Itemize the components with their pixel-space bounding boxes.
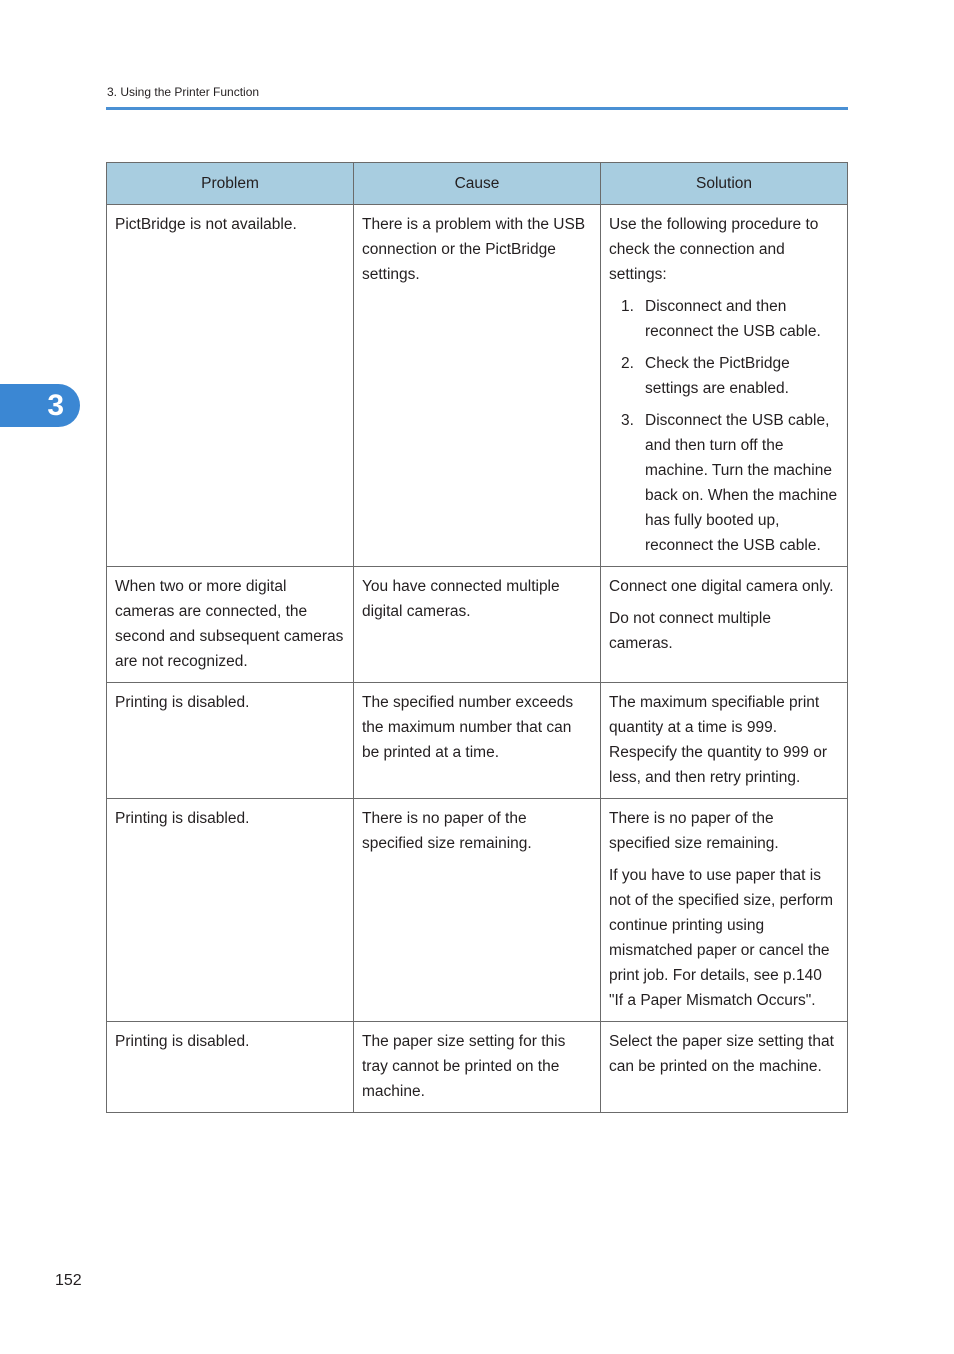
- solution-step: [609, 408, 839, 558]
- chapter-tab: 3: [0, 384, 80, 427]
- solution-text: Connect one digital camera only.: [609, 578, 834, 595]
- table-row: [107, 683, 848, 799]
- step-number: 1.: [621, 298, 634, 315]
- solution-cell: [601, 683, 848, 799]
- cause-text: There is no paper of the specified size remaining.: [362, 810, 532, 852]
- page-number: 152: [55, 1272, 82, 1289]
- solution-steps: [609, 294, 839, 558]
- solution-cell: [601, 1022, 848, 1113]
- cause-text: There is a problem with the USB connection or the PictBridge settings.: [362, 216, 586, 283]
- cause-cell: [354, 567, 601, 683]
- problem-text: PictBridge is not available.: [115, 216, 297, 233]
- troubleshooting-table: [106, 162, 848, 1113]
- solution-text: Do not connect multiple cameras.: [609, 610, 771, 652]
- problem-cell: [107, 1022, 354, 1113]
- problem-cell: [107, 567, 354, 683]
- step-number: 3.: [621, 412, 634, 429]
- header-rule: [106, 107, 848, 110]
- cause-cell: [354, 205, 601, 567]
- problem-cell: [107, 205, 354, 567]
- cause-cell: [354, 799, 601, 1022]
- solution-text: If you have to use paper that is not of the specified size, perform continue printing using mismatched paper or cancel the print job. For details, see p.140 "If a Paper Mismatch Occurs".: [609, 867, 834, 1009]
- problem-text: When two or more digital cameras are connected, the second and subsequent cameras are not recognized.: [115, 578, 344, 670]
- table-header-row: [107, 163, 848, 205]
- solution-text: Select the paper size setting that can be printed on the machine.: [609, 1033, 834, 1075]
- cause-cell: [354, 1022, 601, 1113]
- step-text: Disconnect and then reconnect the USB cable.: [645, 298, 821, 340]
- column-header-problem: Problem: [107, 163, 354, 205]
- cause-text: You have connected multiple digital cameras.: [362, 578, 560, 620]
- solution-cell: [601, 799, 848, 1022]
- table-row: [107, 205, 848, 567]
- step-number: 2.: [621, 355, 634, 372]
- problem-text: Printing is disabled.: [115, 810, 250, 827]
- problem-cell: [107, 799, 354, 1022]
- step-text: Check the PictBridge settings are enabled.: [645, 355, 790, 397]
- step-text: Disconnect the USB cable, and then turn off the machine. Turn the machine back on. When the machine has fully booted up, reconnect the USB cable.: [645, 412, 838, 554]
- solution-text: There is no paper of the specified size remaining.: [609, 810, 779, 852]
- solution-cell: [601, 205, 848, 567]
- solution-step: [609, 351, 839, 401]
- solution-cell: [601, 567, 848, 683]
- problem-cell: [107, 683, 354, 799]
- solution-text: The maximum specifiable print quantity at a time is 999. Respecify the quantity to 999 or less, and then retry printing.: [609, 694, 827, 786]
- column-header-cause: Cause: [354, 163, 601, 205]
- table-row: [107, 567, 848, 683]
- problem-text: Printing is disabled.: [115, 1033, 250, 1050]
- table-row: [107, 799, 848, 1022]
- problem-text: Printing is disabled.: [115, 694, 250, 711]
- running-header: 3. Using the Printer Function: [107, 85, 260, 99]
- column-header-solution: Solution: [601, 163, 848, 205]
- table-row: [107, 1022, 848, 1113]
- solution-text: Use the following procedure to check the connection and settings:: [609, 216, 819, 283]
- solution-step: [609, 294, 839, 344]
- cause-text: The paper size setting for this tray cannot be printed on the machine.: [362, 1033, 566, 1100]
- cause-text: The specified number exceeds the maximum number that can be printed at a time.: [362, 694, 574, 761]
- cause-cell: [354, 683, 601, 799]
